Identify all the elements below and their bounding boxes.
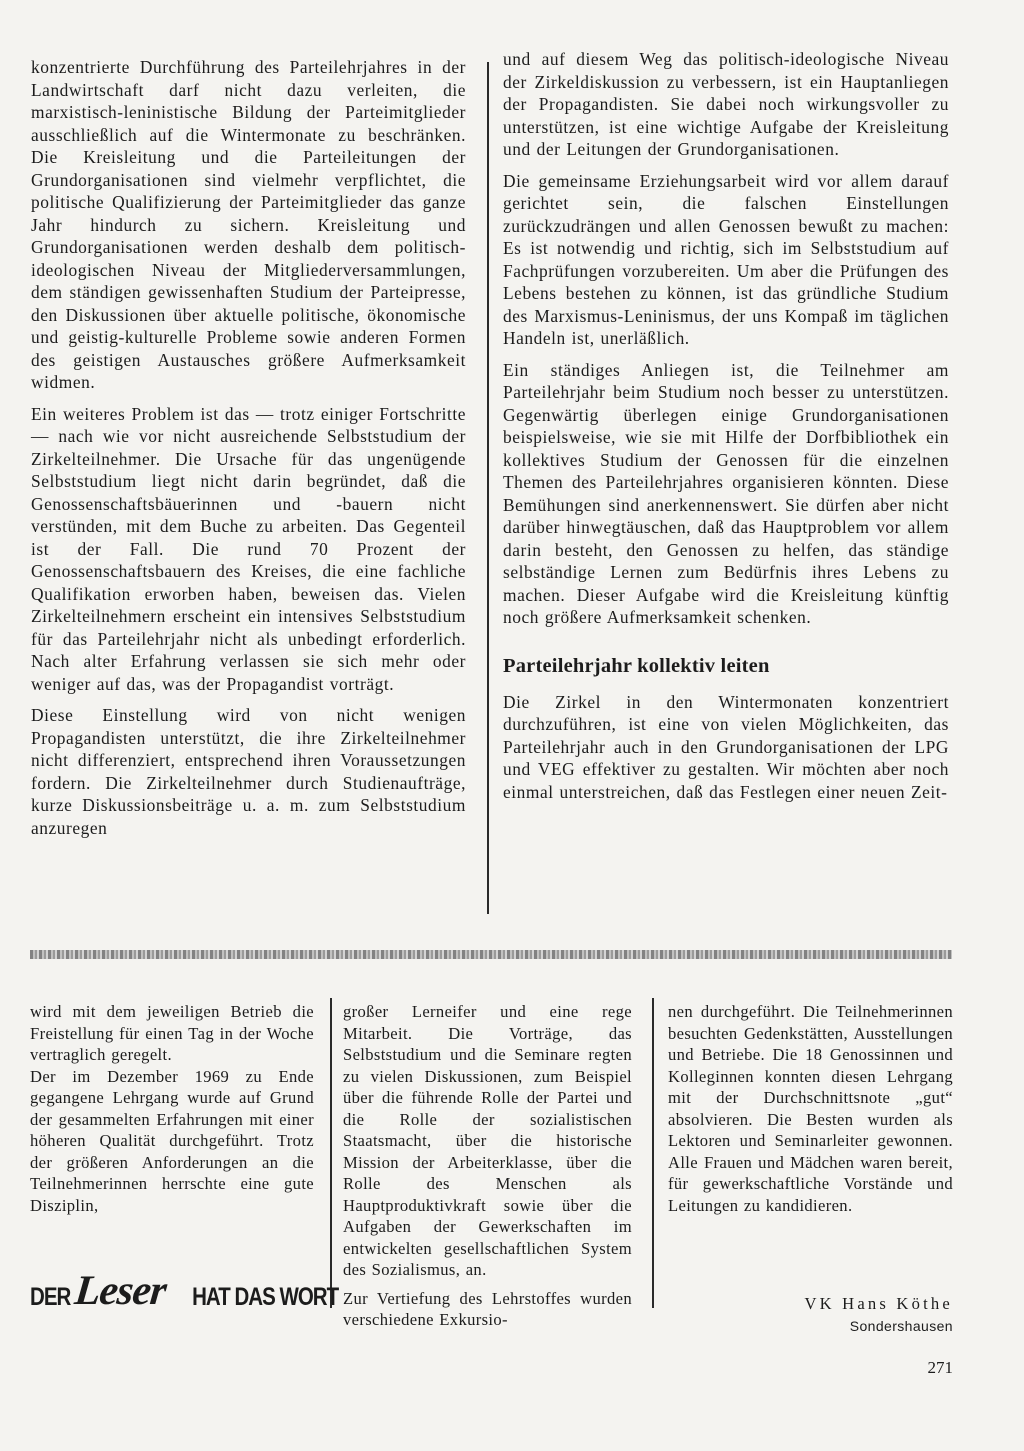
paragraph: nen durchgeführt. Die Teilnehmerinnen besuchten Gedenkstätten, Ausstellungen und Betriebe. Die 18 Genossinnen und Kolleginnen konnten diesen Lehrgang mit der Durchschnittsnote „gut“ absolvieren. Die Besten wurden als Lektoren und Seminarleiter gewonnen. Alle Frauen und Mädchen waren bereit, für gewerkschaftliche Vorstände und Leitungen zu kandidieren.: [668, 1002, 953, 1215]
paragraph: Ein weiteres Problem ist das — trotz einiger Fortschritte — nach wie vor nicht ausreichende Selbststudium der Zirkelteilnehmer. Die Ursache für das ungenügende Selbststudium liegt nicht darin begründet, daß die Genossenschaftsbäuerinnen und -bauern nicht verstünden, mit dem Buche zu arbeiten. Das Gegenteil ist der Fall. Die rund 70 Prozent der Genossenschaftsbauern des Kreises, die eine fachliche Qualifikation erworben haben, beweisen das. Vielen Zirkelteilnehmern erscheint ein intensives Selbststudium für das Parteilehrjahr nicht als unbedingt erforderlich. Nach alter Erfahrung verlassen sie sich mehr oder weniger auf das, was der Propagandist vorträgt.: [31, 403, 466, 694]
author-location: Sondershausen: [849, 1318, 953, 1334]
halftone-divider-rule: [30, 950, 952, 959]
logo-word: HAT DAS WORT: [191, 1282, 338, 1311]
paragraph: Ein ständiges Anliegen ist, die Teilnehmer am Parteilehrjahr beim Studium noch besser zu unterstützen. Gegenwärtig überlegen einige Grundorganisationen beispielsweise, wie sie mit Hilfe der Dorfbibliothek ein kollektives Studium der Genossen für die einzelnen Themen des Parteilehrjahres organisieren könnten. Diese Bemühungen sind anerkennenswert. Sie dürfen aber nicht darüber hinwegtäuschen, daß das Hauptproblem vor allem darin besteht, den Genossen zu helfen, das ständige selbständige Lernen zum Bedürfnis ihres Lebens zu machen. Dieser Aufgabe wird die Kreisleitung künftig noch größere Aufmerksamkeit schenken.: [503, 359, 949, 627]
logo-word: DER: [30, 1282, 71, 1311]
paragraph: wird mit dem jeweiligen Betrieb die Freistellung für einen Tag in der Woche vertraglich geregelt.: [30, 1002, 314, 1064]
section-heading: Parteilehrjahr kollektiv leiten: [503, 654, 770, 677]
paragraph: Zur Vertiefung des Lehrstoffes wurden verschiedene Exkursio-: [343, 1288, 632, 1329]
letter-column-1: [30, 1001, 314, 1216]
paragraph: Die gemeinsame Erziehungsarbeit wird vor allem darauf gerichtet sein, die falschen Einstellungen zurückzudrängen und allen Genossen bewußt zu machen: Es ist notwendig und richtig, sich im Selbststudium auf Fachprüfungen vorzubereiten. Um aber die Prüfungen des Lebens bestehen zu können, ist das gründliche Studium des Marxismus-Leninismus, der uns Kompaß im täglichen Handeln ist, unerläßlich.: [503, 170, 949, 348]
left-column: [31, 56, 466, 839]
logo-script-word: Leser: [72, 1268, 169, 1314]
paragraph: großer Lerneifer und eine rege Mitarbeit. Die Vorträge, das Selbststudium und die Seminare regten zu vielen Diskussionen, zum Beispiel über die führende Rolle der Partei und die Rolle der sozialistischen Staatsmacht, über die historische Mission der Arbeiterklasse, über die Rolle des Menschen als Hauptproduktivkraft sowie über die Aufgaben der Gewerkschaften im entwickelten gesellschaftlichen System des Sozialismus, an.: [343, 1002, 632, 1279]
paragraph: Diese Einstellung wird von nicht wenigen Propagandisten unterstützt, die ihre Zirkelteilnehmer nicht differenziert, entsprechend ihren Voraussetzungen fordern. Die Zirkelteilnehmer durch Studienaufträge, kurze Diskussionsbeiträge u. a. m. zum Selbststudium anzuregen: [31, 705, 466, 838]
letter-column-2: [343, 1001, 632, 1331]
paragraph: Der im Dezember 1969 zu Ende gegangene Lehrgang wurde auf Grund der gesammelten Erfahrungen mit einer höheren Qualität durchgeführt. Trotz der größeren Anforderungen an die Teilnehmerinnen herrschte eine gute Disziplin,: [30, 1066, 314, 1215]
der-leser-hat-das-wort-logo: [30, 1268, 338, 1323]
column-divider: [330, 998, 332, 1308]
paragraph: Die Zirkel in den Wintermonaten konzentriert durchzuführen, ist eine von vielen Möglichkeiten, das Parteilehrjahr auch in den Grundorganisationen der LPG und VEG effektiver zu gestalten. Wir möchten aber noch einmal unterstreichen, daß das Festlegen einer neuen Zeit-: [503, 691, 949, 802]
paragraph: und auf diesem Weg das politisch-ideologische Niveau der Zirkeldiskussion zu verbessern, ist ein Hauptanliegen der Propagandisten. Sie dabei noch wirkungsvoller zu unterstützen, ist eine wichtige Aufgabe der Kreisleitung und der Leitungen der Grundorganisationen.: [503, 49, 949, 159]
author-name: VK Hans Köthe: [804, 1294, 953, 1313]
paragraph: konzentrierte Durchführung des Parteilehrjahres in der Landwirtschaft darf nicht dazu verleiten, die marxistisch-leninistische Bildung der Parteimitglieder ausschließlich auf die Wintermonate zu beschränken. Die Kreisleitung und die Parteileitungen der Grundorganisationen sind vielmehr verpflichtet, die politische Qualifizierung der Parteimitglieder das ganze Jahr hindurch zu sichern. Kreisleitung und Grundorganisationen werden deshalb dem politisch-ideologischen Niveau der Mitgliederversammlungen, dem ständigen gewissenhaften Studium der Parteipresse, den Diskussionen über aktuelle politische, ökonomische und geistig-kulturelle Probleme sowie anderen Formen des geistigen Austausches größere Aufmerksamkeit widmen.: [31, 57, 466, 392]
page-number: 271: [927, 1358, 953, 1377]
letter-column-3: [668, 1001, 953, 1216]
right-column: [503, 48, 949, 803]
column-divider: [652, 998, 654, 1308]
column-divider: [487, 62, 489, 914]
